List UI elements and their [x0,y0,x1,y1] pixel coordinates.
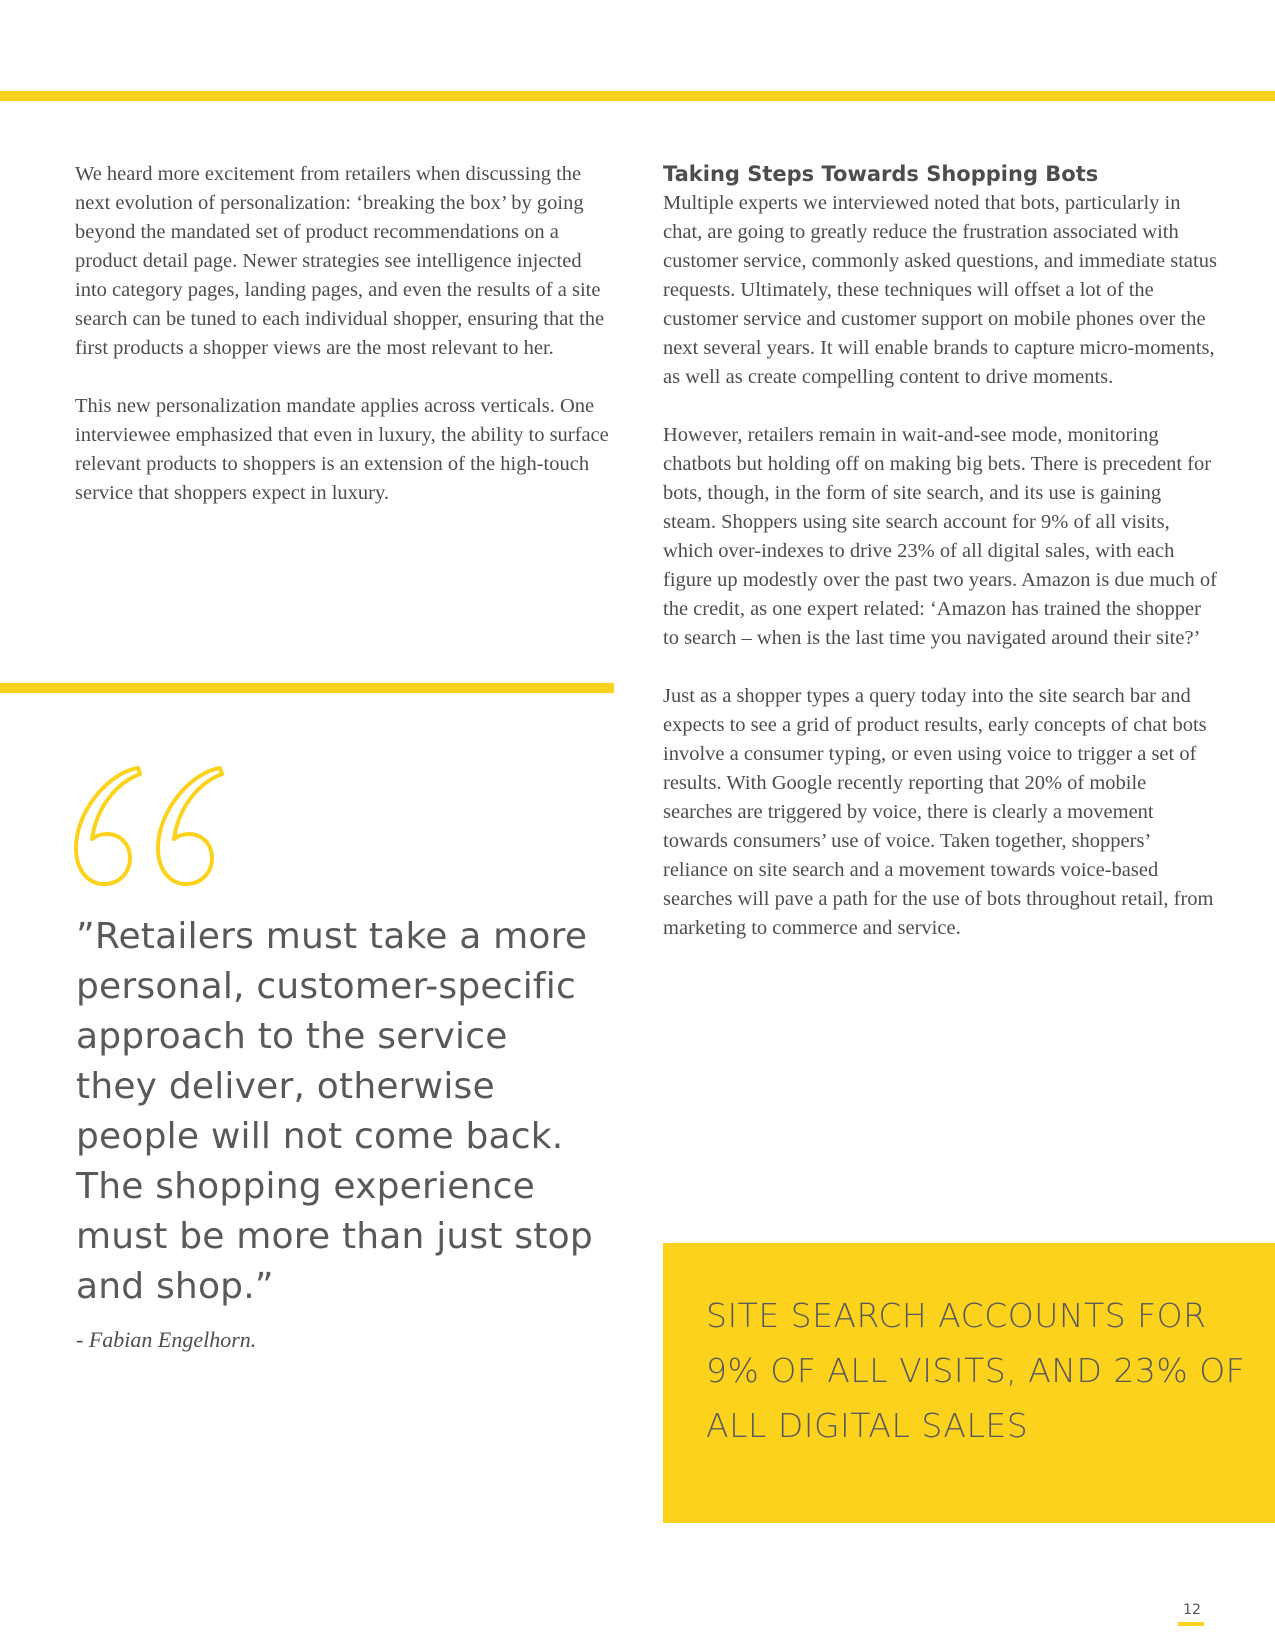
body-paragraph: This new personalization mandate applies across verticals. One interviewee emphasized that even in luxury, the ability to surface relevant products to shoppers is an extension of the high-touch service that shoppers expect in luxury. [75,395,609,504]
open-quote-icon [70,760,230,890]
stat-callout-box [663,1243,1275,1523]
quote-attribution: - Fabian Engelhorn. [76,1327,257,1352]
body-paragraph: Just as a shopper types a query today into the site search bar and expects to see a grid of product results, early concepts of chat bots involve a consumer typing, or even using voice to trigger a set of results. With Google recently reporting that 20% of mobile searches are triggered by voice, there is clearly a movement towards consumers’ use of voice. Taken together, shoppers’ reliance on site search and a movement towards voice-based searches will pave a path for the use of bots throughout retail, from marketing to commerce and service. [663,685,1214,939]
section-divider-rule [0,683,614,693]
body-paragraph: However, retailers remain in wait-and-see mode, monitoring chatbots but holding off on making big bets. There is precedent for bots, though, in the form of site search, and its use is gaining steam. Shoppers using site search account for 9% of all visits, which over-indexes to drive 23% of all digital sales, with each figure up modestly over the past two years. Amazon is due much of the credit, as one expert related: ‘Amazon has trained the shopper to search – when is the last time you navigated around their site?’ [663,424,1217,649]
body-paragraph: We heard more excitement from retailers when discussing the next evolution of personalization: ‘breaking the box’ by going beyond the mandated set of product recommendations on a product detail page. Newer strategies see intelligence injected into category pages, landing pages, and even the results of a site search can be tuned to each individual shopper, ensuring that the first products a shopper views are the most relevant to her. [75,163,605,359]
page-number: 12 [1183,1602,1201,1618]
section-heading: Taking Steps Towards Shopping Bots [663,162,1099,186]
body-paragraph: Multiple experts we interviewed noted that bots, particularly in chat, are going to greatly reduce the frustration associated with customer service, commonly asked questions, and immediate status requests. Ultimately, these techniques will offset a lot of the customer service and customer support on mobile phones over the next several years. It will enable brands to capture micro-moments, as well as create compelling content to drive moments. [663,192,1217,388]
top-accent-rule [0,91,1275,101]
right-column [663,160,1218,972]
left-column [75,160,615,537]
callout-text: SITE SEARCH ACCOUNTS FOR 9% OF ALL VISITS, AND 23% OF ALL DIGITAL SALES [706,1296,1246,1445]
page-number-underline [1178,1622,1204,1626]
pull-quote: ”Retailers must take a more personal, customer-specific approach to the service they deliver, otherwise people will not come back. The shopping experience must be more than just stop and shop.” [76,916,593,1307]
